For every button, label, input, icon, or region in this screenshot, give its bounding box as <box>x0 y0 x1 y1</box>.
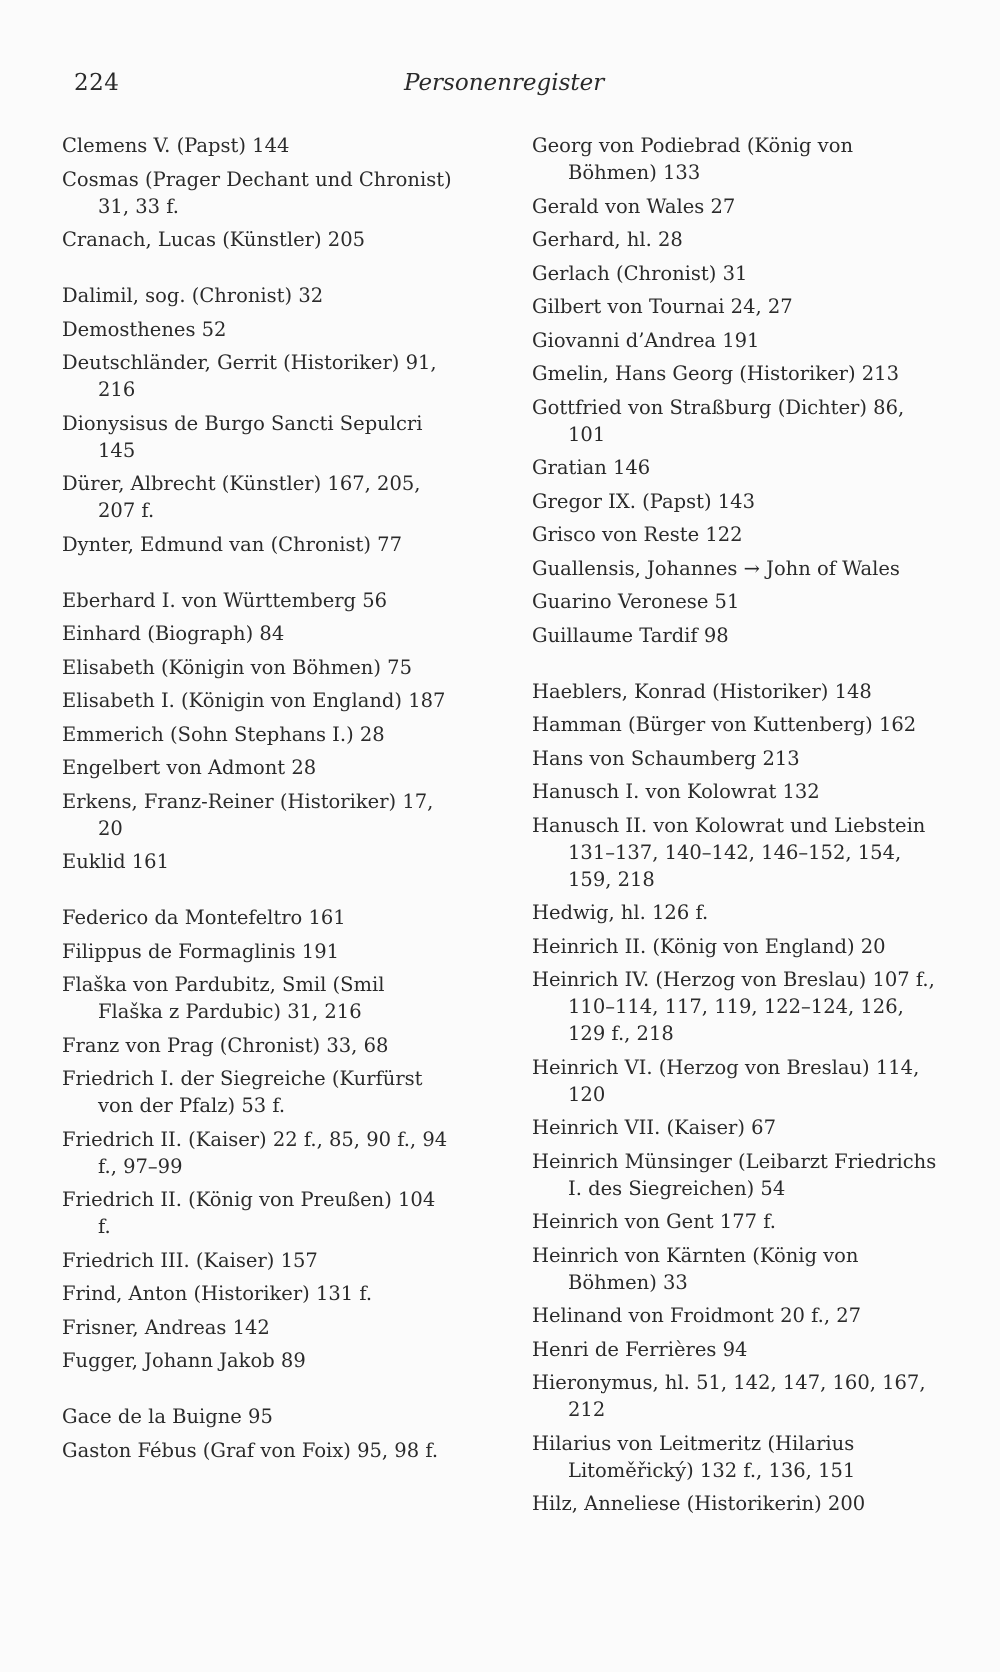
index-entry: Giovanni d’Andrea 191 <box>532 328 760 352</box>
index-entry: Dionysisus de Burgo Sancti Sepulcri 145 <box>62 411 423 462</box>
index-entry: Friedrich II. (Kaiser) 22 f., 85, 90 f., 94 f., 97–99 <box>62 1127 448 1178</box>
page-number: 224 <box>74 70 120 96</box>
index-entry: Filippus de Formaglinis 191 <box>62 939 340 963</box>
index-column-right <box>532 132 942 1524</box>
running-title: Personenregister <box>404 70 605 96</box>
index-entry: Friedrich II. (König von Preußen) 104 f. <box>62 1188 436 1238</box>
index-entry: Hieronymus, hl. 51, 142, 147, 160, 167, 212 <box>532 1371 926 1421</box>
index-entry: Guarino Veronese 51 <box>532 590 740 613</box>
index-entry: Guallensis, Johannes → John of Wales <box>532 556 900 580</box>
index-entry: Georg von Podiebrad (König von Böhmen) 133 <box>532 134 853 184</box>
index-entry: Hamman (Bürger von Kuttenberg) 162 <box>532 713 917 736</box>
index-entry: Gace de la Buigne 95 <box>62 1405 273 1428</box>
index-entry: Hanusch I. von Kolowrat 132 <box>532 780 820 803</box>
index-entry: Grisco von Reste 122 <box>532 523 743 546</box>
index-entry: Einhard (Biograph) 84 <box>62 622 285 645</box>
index-entry: Heinrich IV. (Herzog von Breslau) 107 f., 110–114, 117, 119, 122–124, 126, 129 f., 218 <box>532 968 935 1045</box>
index-entry: Gerald von Wales 27 <box>532 194 736 218</box>
index-entry: Friedrich I. der Siegreiche (Kurfürst von der Pfalz) 53 f. <box>62 1067 423 1117</box>
index-entry: Fugger, Johann Jakob 89 <box>62 1349 306 1372</box>
index-entry: Haeblers, Konrad (Historiker) 148 <box>532 679 872 703</box>
index-entry: Hedwig, hl. 126 f. <box>532 901 709 924</box>
index-entry: Heinrich VII. (Kaiser) 67 <box>532 1116 776 1139</box>
index-entry: Helinand von Froidmont 20 f., 27 <box>532 1304 862 1327</box>
index-entry: Heinrich von Gent 177 f. <box>532 1210 776 1233</box>
index-entry: Gilbert von Tournai 24, 27 <box>532 295 793 318</box>
index-entry: Hanusch II. von Kolowrat und Liebstein 131–137, 140–142, 146–152, 154, 159, 218 <box>532 813 926 891</box>
index-entry: Hilz, Anneliese (Historikerin) 200 <box>532 1492 866 1515</box>
index-entry: Flaška von Pardubitz, Smil (Smil Flaška z Pardubic) 31, 216 <box>62 973 385 1023</box>
index-entry: Heinrich VI. (Herzog von Breslau) 114, 120 <box>532 1055 920 1106</box>
index-entry: Frisner, Andreas 142 <box>62 1315 270 1339</box>
index-entry: Cranach, Lucas (Künstler) 205 <box>62 228 366 251</box>
index-entry: Franz von Prag (Chronist) 33, 68 <box>62 1033 389 1057</box>
index-entry: Hans von Schaumberg 213 <box>532 746 800 770</box>
index-entry: Eberhard I. von Württemberg 56 <box>62 588 388 612</box>
page-header <box>74 70 934 106</box>
index-entry: Gerhard, hl. 28 <box>532 228 683 251</box>
index-entry: Heinrich II. (König von England) 20 <box>532 934 886 958</box>
index-entry: Gerlach (Chronist) 31 <box>532 261 748 285</box>
index-entry: Gaston Fébus (Graf von Foix) 95, 98 f. <box>62 1438 439 1462</box>
index-entry: Heinrich von Kärnten (König von Böhmen) 33 <box>532 1243 859 1294</box>
index-entry: Elisabeth I. (Königin von England) 187 <box>62 689 446 712</box>
index-entry: Erkens, Franz-Reiner (Historiker) 17, 20 <box>62 789 434 840</box>
index-entry: Frind, Anton (Historiker) 131 f. <box>62 1282 373 1305</box>
index-entry: Heinrich Münsinger (Leibarzt Friedrichs I. des Siegreichen) 54 <box>532 1149 937 1200</box>
index-entry: Dynter, Edmund van (Chronist) 77 <box>62 532 402 556</box>
index-entry: Gottfried von Straßburg (Dichter) 86, 101 <box>532 395 905 446</box>
index-entry: Engelbert von Admont 28 <box>62 756 317 779</box>
index-entry: Gratian 146 <box>532 456 651 479</box>
index-entry: Dalimil, sog. (Chronist) 32 <box>62 284 324 307</box>
index-entry: Federico da Montefeltro 161 <box>62 906 346 929</box>
index-column-left <box>62 132 452 1470</box>
index-entry: Euklid 161 <box>62 850 169 873</box>
index-entry: Gmelin, Hans Georg (Historiker) 213 <box>532 362 899 385</box>
index-entry: Friedrich III. (Kaiser) 157 <box>62 1248 318 1272</box>
index-entry: Guillaume Tardif 98 <box>532 623 729 647</box>
index-entry: Elisabeth (Königin von Böhmen) 75 <box>62 655 412 679</box>
index-entry: Gregor IX. (Papst) 143 <box>532 489 755 513</box>
index-entry: Clemens V. (Papst) 144 <box>62 134 290 157</box>
index-entry: Emmerich (Sohn Stephans I.) 28 <box>62 722 385 746</box>
index-entry: Demosthenes 52 <box>62 317 227 341</box>
index-entry: Hilarius von Leitmeritz (Hilarius Litoměřický) 132 f., 136, 151 <box>532 1431 856 1482</box>
index-entry: Henri de Ferrières 94 <box>532 1337 748 1361</box>
index-entry: Cosmas (Prager Dechant und Chronist) 31, 33 f. <box>62 167 452 218</box>
index-entry: Deutschländer, Gerrit (Historiker) 91, 216 <box>62 351 437 401</box>
index-entry: Dürer, Albrecht (Künstler) 167, 205, 207 f. <box>62 472 421 522</box>
